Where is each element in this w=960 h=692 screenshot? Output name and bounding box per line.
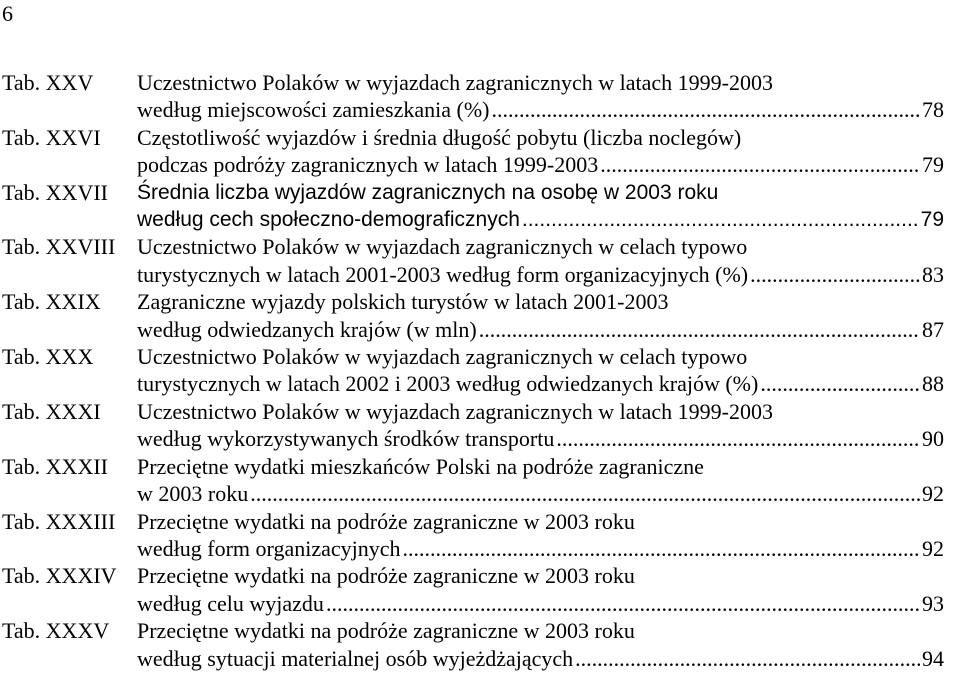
toc-entry-xxvii: [2, 179, 944, 234]
dot-leader: [556, 425, 920, 452]
toc-entry-title-line1: Przeciętne wydatki mieszkańców Polski na podróże zagraniczne: [137, 453, 704, 479]
toc-entry-title-continuation: turystycznych w latach 2002 i 2003 według odwiedzanych krajów (%): [137, 371, 759, 397]
toc-entry-xxxiii: [2, 508, 944, 563]
toc-entry-title-line2: [137, 96, 944, 123]
toc-entry-xxxv: [2, 617, 944, 672]
toc-entry-label: Tab. XXXIII: [2, 508, 116, 534]
page-number: 6: [2, 1, 13, 26]
toc-entry-title-continuation: w 2003 roku: [137, 481, 249, 507]
toc-entry-label: Tab. XXVI: [2, 124, 101, 150]
dot-leader: [250, 480, 920, 507]
toc-entry-xxxiv: [2, 562, 944, 617]
toc-entry-title-line1: Uczestnictwo Polaków w wyjazdach zagranicznych w celach typowo: [137, 344, 748, 370]
toc-entry-title-line2: [137, 480, 944, 507]
dot-leader: [750, 261, 920, 288]
toc-entry-title: [137, 343, 944, 398]
toc-entry-page-number: 79: [922, 152, 944, 178]
toc-entry-xxix: [2, 288, 944, 343]
toc-entry-label: Tab. XXX: [2, 344, 94, 370]
toc-entry-label: Tab. XXV: [2, 70, 94, 95]
table-of-contents: [2, 69, 944, 672]
toc-entry-title: [137, 233, 944, 288]
toc-entry-page-number: 92: [922, 535, 944, 561]
toc-entry-page-number: 90: [922, 426, 944, 452]
toc-entry-title-line2: [137, 151, 944, 178]
toc-entry-title-line1: Przeciętne wydatki na podróże zagraniczne w 2003 roku: [137, 563, 635, 589]
toc-entry-page-number: 93: [922, 590, 944, 616]
dot-leader: [491, 96, 920, 123]
toc-entry-title-continuation: według odwiedzanych krajów (w mln): [137, 316, 477, 342]
toc-entry-title-line2: [137, 425, 944, 452]
toc-entry-page-number: 92: [922, 481, 944, 507]
toc-entry-title-continuation: turystycznych w latach 2001-2003 według form organizacyjnych (%): [137, 261, 749, 287]
toc-entry-title-continuation: według form organizacyjnych: [137, 535, 401, 561]
toc-entry-label: Tab. XXIX: [2, 289, 101, 315]
toc-entry-title-continuation: podczas podróży zagranicznych w latach 1999-2003: [137, 152, 599, 178]
dot-leader: [600, 151, 920, 178]
toc-entry-title-line1: Średnia liczba wyjazdów zagranicznych na osobę w 2003 roku: [137, 180, 719, 204]
toc-entry-title: [137, 124, 944, 179]
toc-entry-xxxi: [2, 398, 944, 453]
toc-entry-title-line2: [137, 206, 944, 233]
toc-entry-xxv: [2, 69, 944, 124]
toc-entry-title-line2: [137, 370, 944, 397]
toc-entry-title-continuation: według miejscowości zamieszkania (%): [137, 97, 490, 123]
toc-entry-xxviii: [2, 233, 944, 288]
toc-entry-page-number: 78: [922, 97, 944, 123]
toc-entry-page-number: 83: [922, 261, 944, 287]
toc-entry-title-line1: Przeciętne wydatki na podróże zagraniczne w 2003 roku: [137, 508, 635, 534]
toc-entry-title: [137, 398, 944, 453]
dot-leader: [760, 370, 920, 397]
toc-entry-title-continuation: według wykorzystywanych środków transportu: [137, 426, 555, 452]
toc-entry-title-line2: [137, 261, 944, 288]
toc-entry-title-line2: [137, 645, 944, 672]
dot-leader: [403, 535, 920, 562]
toc-entry-title-line1: Częstotliwość wyjazdów i średnia długość pobytu (liczba noclegów): [137, 124, 742, 150]
toc-entry-page-number: 79: [920, 208, 944, 232]
toc-entry-page-number: 94: [922, 645, 944, 671]
toc-entry-label: Tab. XXXI: [2, 398, 101, 424]
toc-entry-page-number: 88: [922, 371, 944, 397]
dot-leader: [326, 590, 920, 617]
dot-leader: [479, 316, 920, 343]
toc-entry-title-line1: Przeciętne wydatki na podróże zagraniczne w 2003 roku: [137, 618, 635, 644]
toc-entry-title: [137, 508, 944, 563]
toc-entry-title-line1: Uczestnictwo Polaków w wyjazdach zagranicznych w latach 1999-2003: [137, 398, 773, 424]
toc-entry-title: [137, 453, 944, 508]
dot-leader: [522, 206, 919, 233]
toc-entry-title: [137, 69, 944, 124]
toc-entry-xxx: [2, 343, 944, 398]
toc-entry-title: [137, 288, 944, 343]
toc-entry-title-line2: [137, 535, 944, 562]
toc-entry-title: [137, 562, 944, 617]
toc-entry-page-number: 87: [922, 316, 944, 342]
toc-entry-title-line2: [137, 316, 944, 343]
toc-entry-label: Tab. XXVIII: [2, 234, 116, 260]
toc-entry-title-continuation: według celu wyjazdu: [137, 590, 324, 616]
toc-entry-title-line1: Zagraniczne wyjazdy polskich turystów w latach 2001-2003: [137, 289, 669, 315]
toc-entry-label: Tab. XXXV: [2, 618, 110, 644]
toc-entry-title-line1: Uczestnictwo Polaków w wyjazdach zagranicznych w latach 1999-2003: [137, 70, 773, 95]
toc-entry-title: [137, 617, 944, 672]
toc-entry-title-continuation: według sytuacji materialnej osób wyjeżdżających: [137, 645, 574, 671]
toc-entry-label: Tab. XXVII: [2, 179, 108, 205]
toc-entry-title-line1: Uczestnictwo Polaków w wyjazdach zagranicznych w celach typowo: [137, 234, 748, 260]
toc-entry-title: [137, 179, 944, 234]
toc-entry-xxvi: [2, 124, 944, 179]
toc-entry-title-line2: [137, 590, 944, 617]
toc-entry-label: Tab. XXXII: [2, 453, 108, 479]
toc-entry-label: Tab. XXXIV: [2, 563, 117, 589]
dot-leader: [575, 645, 920, 672]
toc-entry-xxxii: [2, 453, 944, 508]
toc-entry-title-continuation: według cech społeczno-demograficznych: [137, 208, 520, 232]
